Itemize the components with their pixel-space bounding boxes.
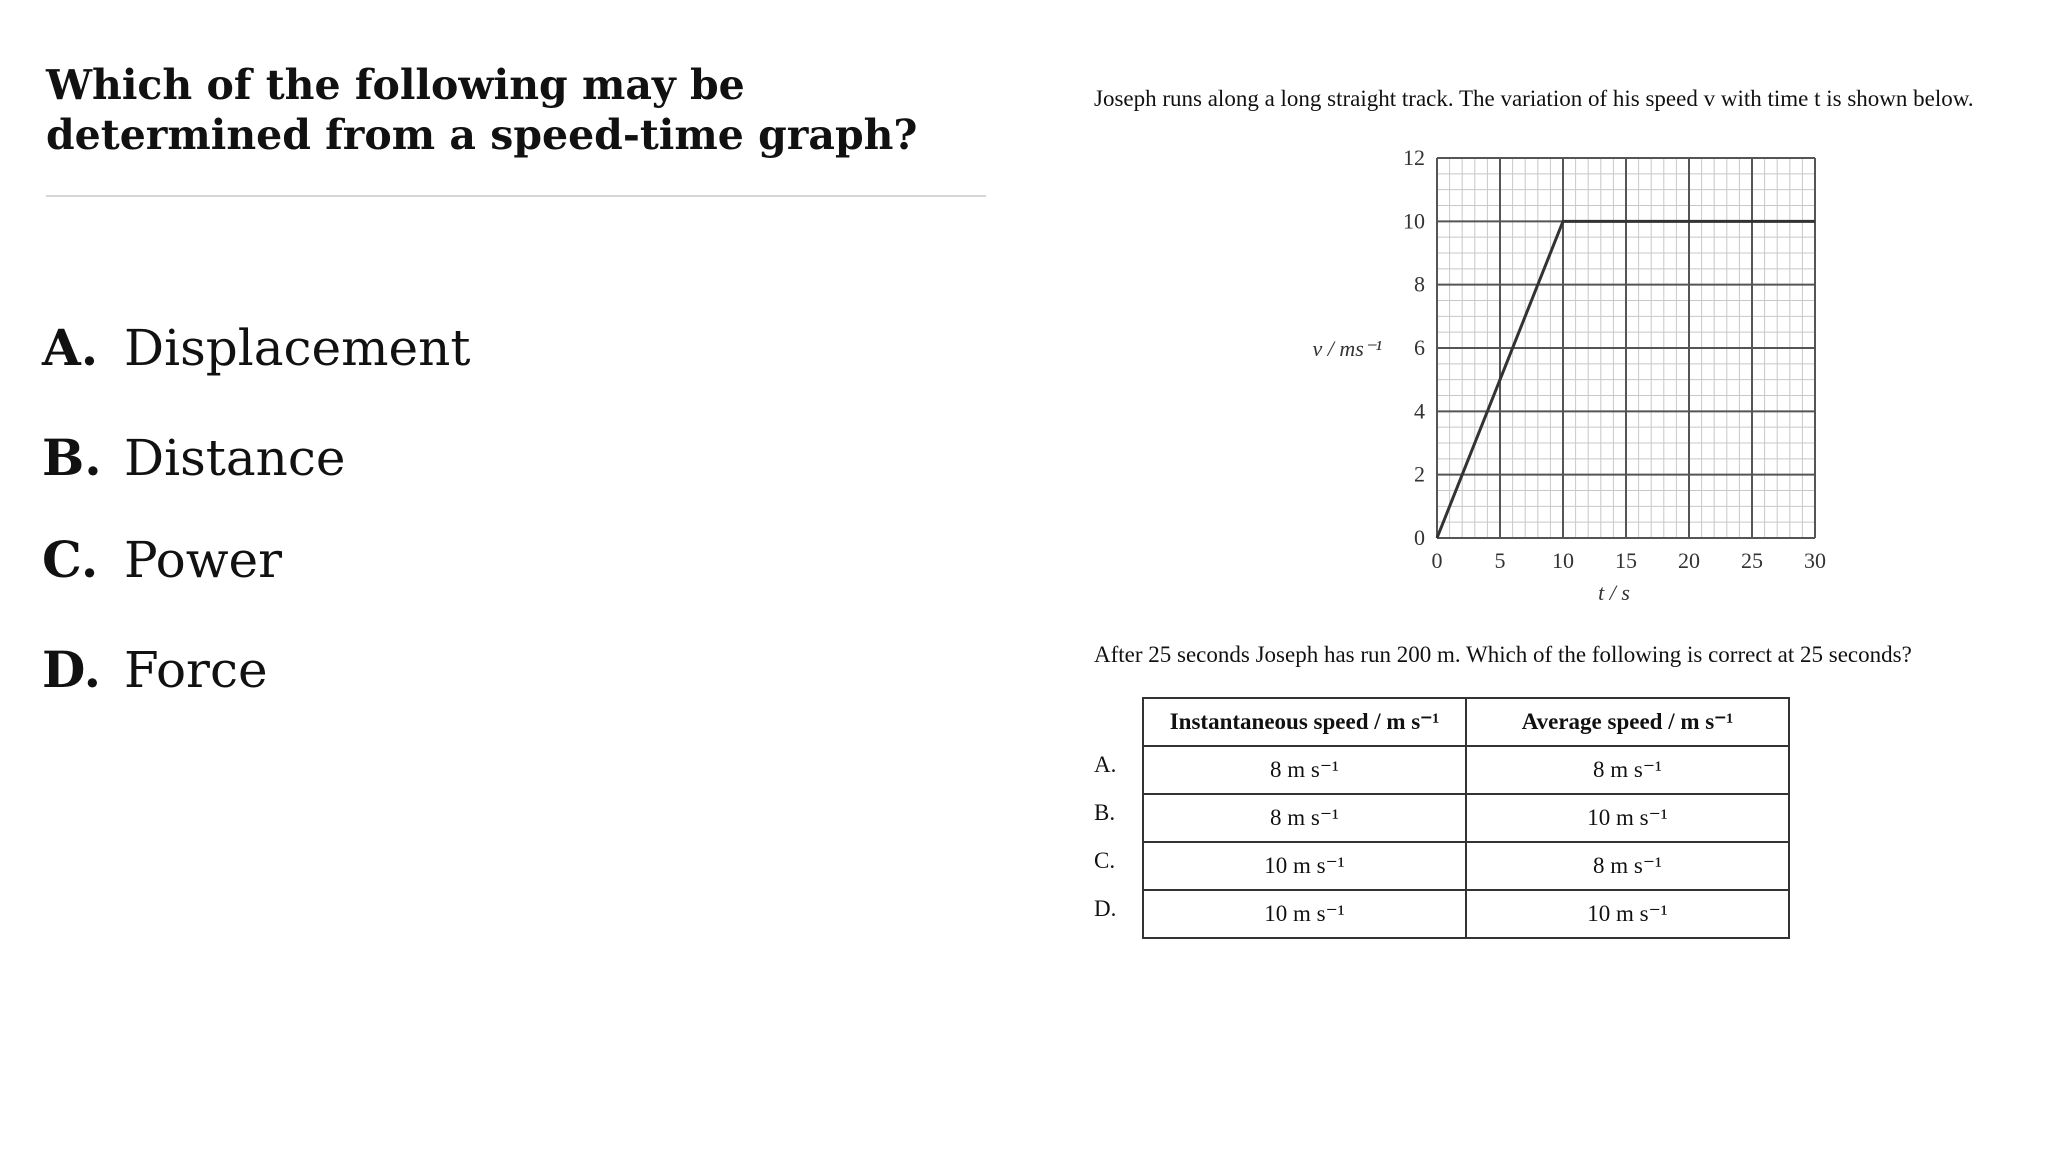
x-axis-label: t / s — [1598, 580, 1630, 605]
header-instantaneous: Instantaneous speed / m s⁻¹ — [1143, 698, 1466, 746]
table-row — [1143, 842, 1789, 890]
x-tick-label: 20 — [1678, 548, 1700, 573]
table-row — [1143, 746, 1789, 794]
x-tick-label: 15 — [1615, 548, 1637, 573]
option-text: Distance — [124, 429, 346, 487]
row-letter-d: D. — [1094, 896, 1117, 921]
option-text: Force — [124, 641, 268, 699]
cell-instantaneous: 10 m s⁻¹ — [1143, 890, 1466, 938]
major-grid — [1437, 158, 1815, 538]
cell-instantaneous: 8 m s⁻¹ — [1143, 794, 1466, 842]
table-header-row — [1143, 698, 1789, 746]
x-tick-label: 30 — [1804, 548, 1826, 573]
x-tick-label: 0 — [1431, 548, 1443, 573]
option-a[interactable] — [42, 318, 470, 377]
cell-instantaneous: 10 m s⁻¹ — [1143, 842, 1466, 890]
cell-average: 8 m s⁻¹ — [1466, 746, 1789, 794]
y-tick-label: 10 — [1403, 208, 1425, 234]
row-letter-c: C. — [1094, 848, 1116, 873]
option-text: Power — [124, 531, 283, 589]
y-tick-label: 8 — [1414, 271, 1425, 297]
header-average: Average speed / m s⁻¹ — [1466, 698, 1789, 746]
option-text: Displacement — [124, 319, 471, 377]
option-letter: C. — [42, 530, 99, 589]
row-letter-b: B. — [1094, 800, 1116, 825]
option-b[interactable] — [42, 428, 345, 487]
y-tick-label: 0 — [1414, 525, 1425, 550]
y-axis-label: v / ms⁻¹ — [1312, 336, 1382, 361]
table-row — [1143, 890, 1789, 938]
cell-average: 10 m s⁻¹ — [1466, 890, 1789, 938]
option-letter: D. — [42, 640, 101, 699]
answer-table — [1142, 697, 1790, 939]
x-tick-label: 5 — [1494, 548, 1506, 573]
speed-time-graph — [1280, 138, 1840, 618]
y-tick-label: 6 — [1414, 335, 1425, 360]
question-text-2: After 25 seconds Joseph has run 200 m. Which of the following is correct at 25 seconds? — [1094, 642, 1912, 667]
option-letter: B. — [42, 428, 102, 487]
y-tick-label: 12 — [1403, 145, 1425, 170]
question-text: Which of the following may be determined from a speed-time graph? — [46, 61, 918, 159]
cell-average: 8 m s⁻¹ — [1466, 842, 1789, 890]
option-d[interactable] — [42, 640, 268, 699]
cell-average: 10 m s⁻¹ — [1466, 794, 1789, 842]
y-tick-label: 4 — [1414, 398, 1425, 424]
x-tick-label: 25 — [1741, 548, 1763, 573]
y-tick-label: 2 — [1414, 461, 1425, 487]
x-tick-label: 10 — [1552, 548, 1574, 573]
divider — [46, 195, 986, 197]
option-c[interactable] — [42, 530, 282, 589]
stem-text: Joseph runs along a long straight track. The variation of his speed v with time t is shown below. — [1094, 86, 1974, 111]
row-letter-a: A. — [1094, 752, 1117, 777]
tick-labels — [1403, 145, 1826, 573]
cell-instantaneous: 8 m s⁻¹ — [1143, 746, 1466, 794]
table-row — [1143, 794, 1789, 842]
option-letter: A. — [42, 318, 99, 377]
